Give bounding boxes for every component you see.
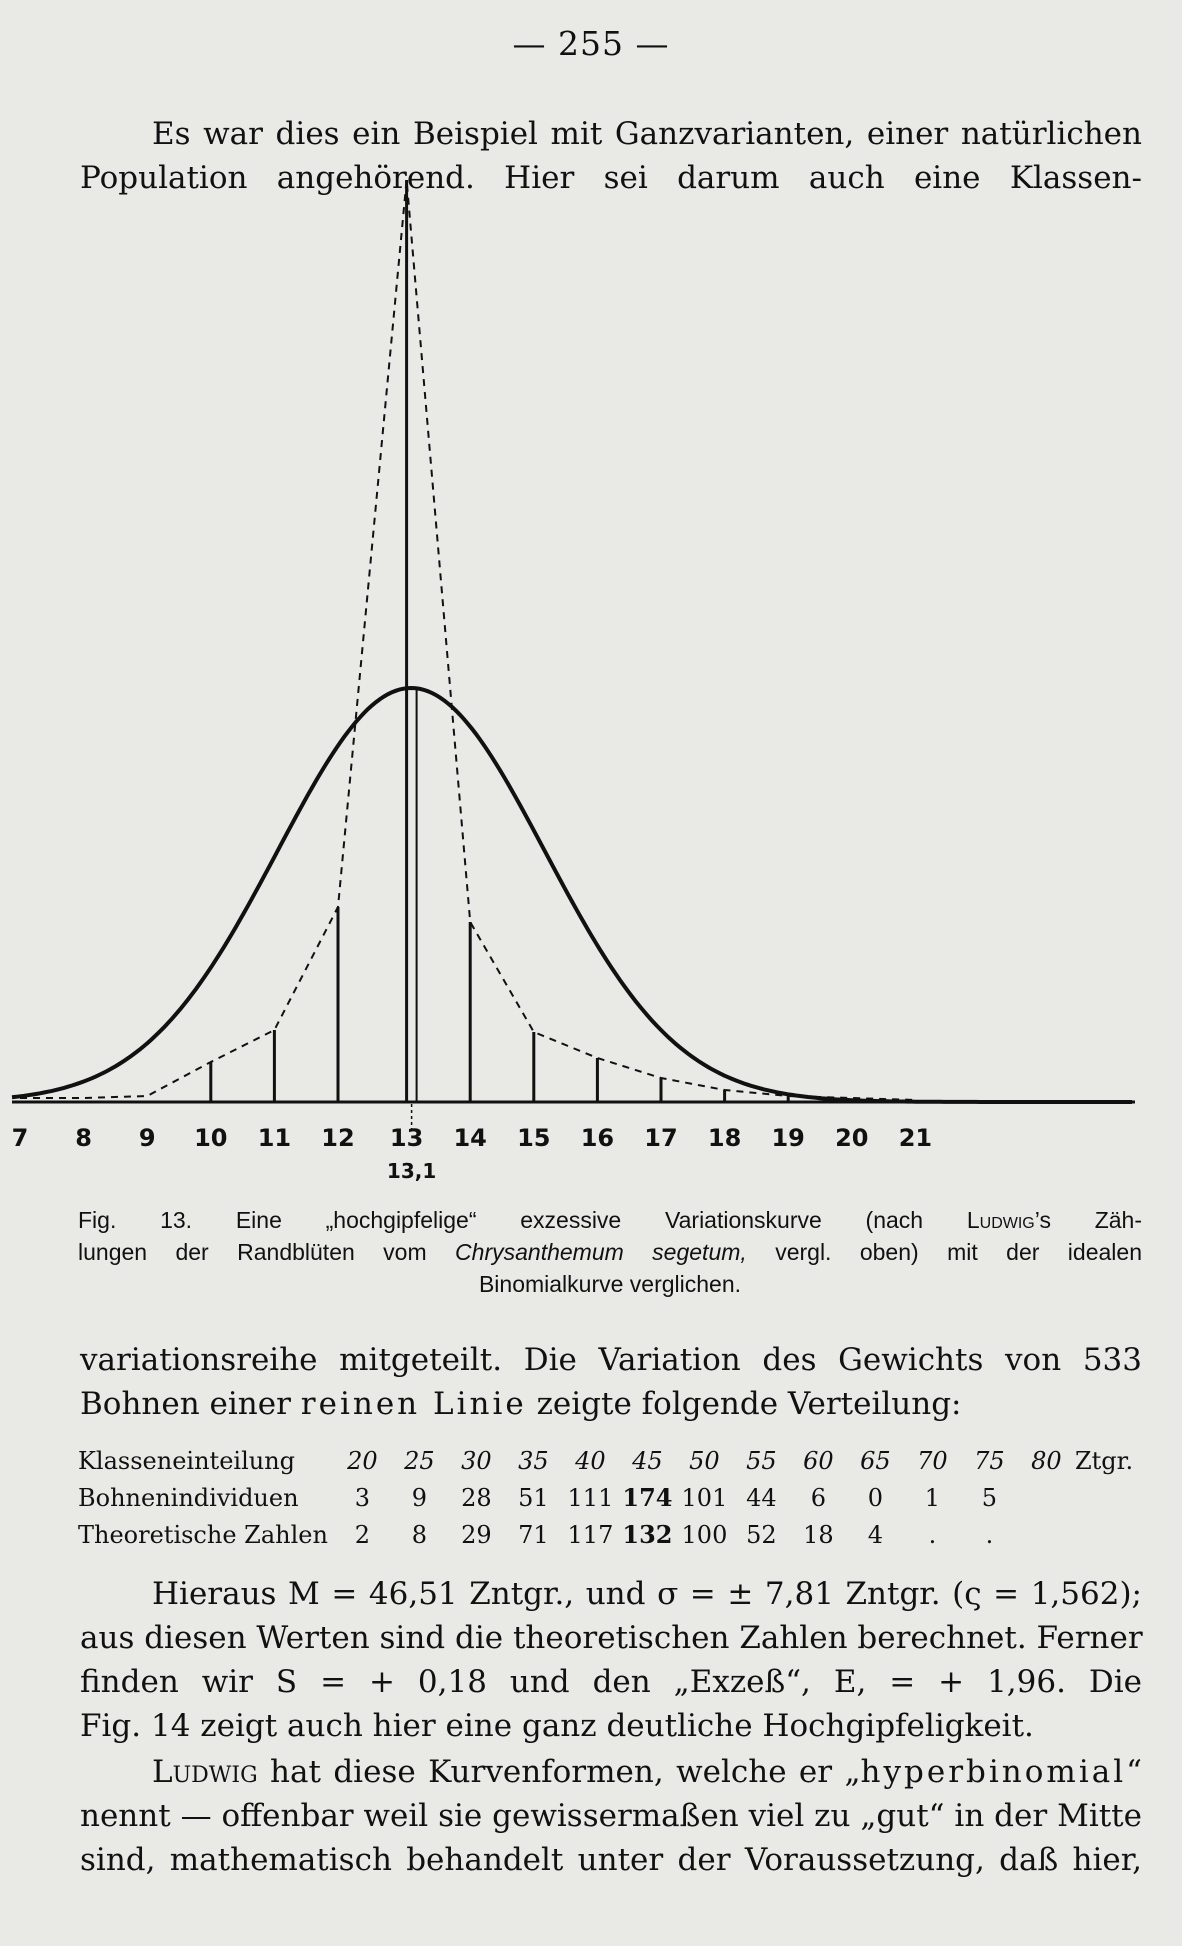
table-cell: 55 bbox=[746, 1446, 777, 1475]
paragraph-intro bbox=[80, 112, 1142, 200]
emphasis-text: hyperbinomial bbox=[860, 1754, 1127, 1790]
caption-text: lungen der Randblüten vom bbox=[78, 1239, 456, 1265]
paragraph-line bbox=[80, 1382, 1142, 1426]
table-cell: 132 bbox=[622, 1520, 673, 1549]
table-cell: 30 bbox=[461, 1446, 492, 1475]
caption-line: Binomialkurve verglichen. bbox=[478, 1271, 742, 1297]
paragraph-line: sind, mathematisch behandelt unter der Voraussetzung, daß hier, bbox=[80, 1842, 1142, 1878]
table-row bbox=[78, 1516, 1133, 1553]
caption-text: vergl. oben) mit der idealen bbox=[746, 1239, 1142, 1265]
paragraph-text: Bohnen einer bbox=[80, 1386, 301, 1422]
table-cell: 18 bbox=[803, 1520, 834, 1549]
table-cell: 3 bbox=[354, 1483, 371, 1512]
mean-label: 13,1 bbox=[386, 1159, 437, 1183]
table-cell: 75 bbox=[974, 1446, 1005, 1475]
x-tick-label: 19 bbox=[771, 1124, 805, 1152]
paragraph-statistics bbox=[80, 1572, 1142, 1748]
table-cell: 28 bbox=[461, 1483, 492, 1512]
curves bbox=[12, 180, 1135, 1134]
paragraph-variation bbox=[80, 1338, 1142, 1426]
x-axis-tick-labels bbox=[12, 1124, 932, 1183]
table-cell: 111 bbox=[567, 1483, 614, 1512]
caption-line bbox=[78, 1204, 1142, 1236]
page-number: — 255 — bbox=[512, 24, 670, 63]
table-cell: 20 bbox=[347, 1446, 378, 1475]
paragraph-line: Hieraus M = 46,51 Zntgr., und σ = ± 7,81 Zntgr. (ς = 1,562); bbox=[152, 1576, 1142, 1612]
table-cell: 70 bbox=[917, 1446, 948, 1475]
table-cell: 1 bbox=[924, 1483, 941, 1512]
unit-cell bbox=[1075, 1516, 1133, 1553]
table-cell: 45 bbox=[632, 1446, 663, 1475]
paragraph-line: nennt — offenbar weil sie gewissermaßen viel zu „gut“ in der Mitte bbox=[80, 1798, 1142, 1834]
table-cell: . bbox=[985, 1520, 994, 1549]
paragraph-text: “ bbox=[1126, 1754, 1142, 1790]
table-cell: 44 bbox=[746, 1483, 777, 1512]
table-cell: 35 bbox=[518, 1446, 549, 1475]
paragraph-line: aus diesen Werten sind die theoretischen Zahlen berechnet. Ferner bbox=[80, 1620, 1143, 1656]
table-cell: 40 bbox=[575, 1446, 606, 1475]
paragraph-text: hat diese Kurvenformen, welche er „ bbox=[257, 1754, 861, 1790]
author-name: Ludwig bbox=[152, 1754, 258, 1790]
x-tick-label: 12 bbox=[321, 1124, 355, 1152]
x-tick-label: 16 bbox=[580, 1124, 615, 1152]
table-cell: 0 bbox=[867, 1483, 884, 1512]
emphasis-text: reinen Linie bbox=[300, 1386, 527, 1422]
frequency-bars bbox=[211, 180, 788, 1102]
table-cell bbox=[1018, 1516, 1075, 1553]
table-cell: 65 bbox=[860, 1446, 891, 1475]
x-tick-label: 10 bbox=[194, 1124, 228, 1152]
table-cell bbox=[1018, 1479, 1075, 1516]
x-tick-label: 20 bbox=[835, 1124, 869, 1152]
table-cell: 50 bbox=[689, 1446, 720, 1475]
table-cell: 29 bbox=[461, 1520, 492, 1549]
table-row bbox=[78, 1442, 1133, 1479]
table-cell: 25 bbox=[404, 1446, 435, 1475]
x-tick-label: 11 bbox=[257, 1124, 292, 1152]
table-cell: 9 bbox=[411, 1483, 428, 1512]
table-cell: 174 bbox=[622, 1483, 673, 1512]
paragraph-text: zeigte folgende Verteilung: bbox=[526, 1386, 962, 1422]
paragraph-line: Population angehörend. Hier sei darum auch eine Klassen- bbox=[80, 160, 1142, 196]
table-cell: 51 bbox=[518, 1483, 549, 1512]
table-row bbox=[78, 1479, 1133, 1516]
table-cell: 71 bbox=[518, 1520, 549, 1549]
unit-cell bbox=[1075, 1479, 1133, 1516]
x-tick-label: 8 bbox=[75, 1124, 92, 1152]
paragraph-line bbox=[80, 1750, 1142, 1794]
distribution-table bbox=[78, 1442, 1133, 1553]
paragraph-line: Fig. 14 zeigt auch hier eine ganz deutliche Hochgipfeligkeit. bbox=[80, 1708, 1034, 1744]
table-cell: 8 bbox=[411, 1520, 428, 1549]
paragraph-line: finden wir S = + 0,18 und den „Exzeß“, E, = + 1,96. Die bbox=[80, 1664, 1142, 1700]
row-label: Bohnenindividuen bbox=[78, 1483, 299, 1512]
table-cell: . bbox=[928, 1520, 937, 1549]
x-tick-label: 15 bbox=[517, 1124, 551, 1152]
caption-text: Fig. 13. Eine „hochgipfelige“ exzessive Variationskurve (nach bbox=[78, 1207, 967, 1233]
paragraph-line: variationsreihe mitgeteilt. Die Variation des Gewichts von 533 bbox=[80, 1342, 1142, 1378]
x-tick-label: 14 bbox=[453, 1124, 487, 1152]
table-cell: 52 bbox=[746, 1520, 777, 1549]
unit-cell: Ztgr. bbox=[1074, 1446, 1134, 1475]
caption-line bbox=[78, 1236, 1142, 1268]
row-label: Theoretische Zahlen bbox=[78, 1520, 328, 1549]
x-tick-label: 17 bbox=[644, 1124, 678, 1152]
table-cell: 80 bbox=[1031, 1446, 1062, 1475]
x-tick-label: 9 bbox=[138, 1124, 156, 1152]
table-cell: 60 bbox=[803, 1446, 834, 1475]
binomial-curve bbox=[12, 688, 1132, 1102]
table-cell: 100 bbox=[681, 1520, 728, 1549]
row-label: Klasseneinteilung bbox=[78, 1446, 296, 1475]
caption-species: Chrysanthemum segetum, bbox=[455, 1239, 747, 1265]
figure-caption bbox=[78, 1204, 1142, 1300]
x-tick-label: 21 bbox=[898, 1124, 933, 1152]
paragraph-ludwig bbox=[80, 1750, 1142, 1882]
table-cell: 6 bbox=[810, 1483, 827, 1512]
frequency-polygon bbox=[20, 180, 915, 1100]
table-cell: 4 bbox=[867, 1520, 884, 1549]
caption-text: ’s Zäh- bbox=[1034, 1207, 1142, 1233]
x-tick-label: 18 bbox=[707, 1124, 742, 1152]
table-cell: 2 bbox=[354, 1520, 371, 1549]
x-tick-label: 13 bbox=[389, 1124, 424, 1152]
table-cell: 117 bbox=[567, 1520, 614, 1549]
variation-curve-figure bbox=[0, 210, 1182, 1183]
caption-author: Ludwig bbox=[966, 1207, 1035, 1233]
x-tick-label: 7 bbox=[11, 1124, 29, 1152]
table-cell: 101 bbox=[681, 1483, 728, 1512]
paragraph-line: Es war dies ein Beispiel mit Ganzvarianten, einer natürlichen bbox=[152, 116, 1142, 152]
table-cell: 5 bbox=[981, 1483, 998, 1512]
